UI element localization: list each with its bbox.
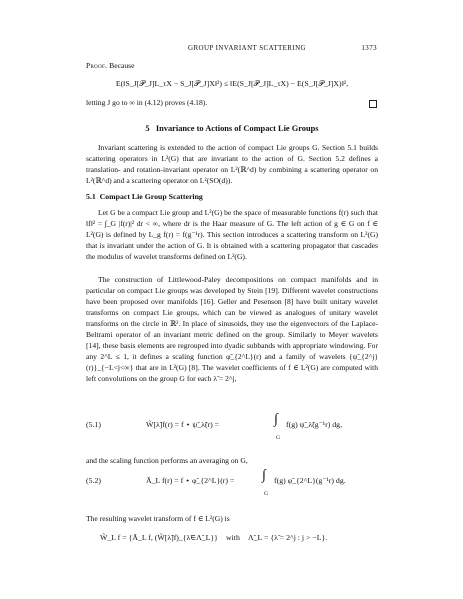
- integral-domain: G: [264, 491, 269, 497]
- section-title-text: Invariance to Actions of Compact Lie Groups: [155, 124, 319, 133]
- between-equations-text: and the scaling function performs an averaging on G,: [86, 456, 248, 465]
- integral-sign: ∫: [262, 468, 266, 483]
- final-equation-rhs: Λ̃_L = {λ̃ = 2^j : j > −L}.: [248, 533, 328, 542]
- equation-5-1: [86, 412, 378, 445]
- running-title: GROUP INVARIANT SCATTERING: [188, 44, 307, 52]
- subsection-number: 5.1: [86, 192, 96, 201]
- paragraph-2: The construction of Littlewood-Paley decompositions on compact manifolds and in particular on compact Lie groups was developed by Stein [19]. Different wavelet constructions have been proposed over manifolds [16]. Geller and Pesenson [8] have built unitary wavelet transforms on compact Lie groups, which can be viewed as analogues of unitary wavelet transforms on the circle in ℝ². In place of sinusoids, they use the eigenvectors of the Laplace-Beltrami operator of an invariant metric defined on the group. Similarly to Meyer wavelets [14], these basis elements are regrouped into dyadic subbands with appropriate windowing. For any 2^L ≤ 1, it defines a scaling function φ̃_{2^L}(r) and a family of wavelets {ψ̃_{2^j}(r)}_{−L<j<∞} that are in L²(G) [8]. The wavelet coefficients of f ∈ L²(G) are computed with left convolutions on the group G for each λ̃ = 2^j,: [86, 275, 378, 383]
- result-intro-text: The resulting wavelet transform of f ∈ L²(G) is: [86, 514, 230, 523]
- final-equation-with: with: [226, 533, 240, 542]
- page-number: 1373: [361, 44, 377, 52]
- subsection-title-text: Compact Lie Group Scattering: [99, 192, 203, 201]
- equation-number: (5.2): [86, 476, 101, 485]
- section-intro: Invariant scattering is extended to the action of compact Lie groups G. Section 5.1 builds scattering operators in L²(G) that are invariant to the action of G. Section 5.2 defines a translation- and rotation-invariant operator on L²(ℝ^d) by combining a scattering operator on L²(ℝ^d) and a scattering operator on L²(SO(d)).: [86, 143, 378, 185]
- proof-conclusion: letting J go to ∞ in (4.12) proves (4.18).: [86, 98, 208, 107]
- equation-rhs: f(g) φ̃_{2^L}(g⁻¹r) dg.: [274, 476, 346, 485]
- proof-equation-text: E(‖S_J[𝒫_J]L_τX − S_J[𝒫_J]X‖²) ≤ ‖E(S_J[𝒫_J]L_τX) − E(S_J[𝒫_J]X)‖²,: [115, 79, 349, 88]
- equation-number: (5.1): [86, 420, 101, 429]
- paragraph-1: Let G be a compact Lie group and L²(G) be the space of measurable functions f(r) such that ‖f‖² = ∫_G |f(r)|² dr < ∞, where dr is the Haar measure of G. The left action of g ∈ G on f ∈ L²(G) is defined by L_g f(r) = f(g⁻¹r). This section introduces a scattering transform on L²(G) that is invariant under the action of G. It is obtained with a scattering propagator that cascades the modulus of wavelet transforms defined on L²(G).: [86, 208, 378, 261]
- proof-equation: [86, 78, 378, 89]
- equation-rhs: f(g) ψ̃_λ̃(g⁻¹r) dg,: [286, 420, 343, 429]
- subsection-title: [86, 192, 203, 201]
- equation-lhs: Ã_L f(r) = f ⋆ φ̃_{2^L}(r) =: [146, 476, 235, 485]
- proof-label: Proof.: [86, 61, 108, 70]
- section-title: [86, 124, 378, 133]
- equation-5-2: [86, 468, 378, 501]
- proof-lead-text: Because: [109, 61, 135, 70]
- equation-lhs: W̃[λ̃]f(r) = f ⋆ ψ̃_λ̃(r) =: [146, 420, 220, 429]
- final-equation-lhs: W̃_L f = {Ã_L f, (W̃[λ̃]f)_{λ̃∈Λ̃_L}}: [100, 533, 218, 542]
- wavelet-transform-equation: [86, 532, 378, 546]
- qed-square-icon: [369, 100, 377, 108]
- section-number: 5: [145, 124, 150, 133]
- proof-lead: [86, 60, 378, 71]
- integral-sign: ∫: [274, 412, 278, 427]
- integral-domain: G: [276, 435, 281, 441]
